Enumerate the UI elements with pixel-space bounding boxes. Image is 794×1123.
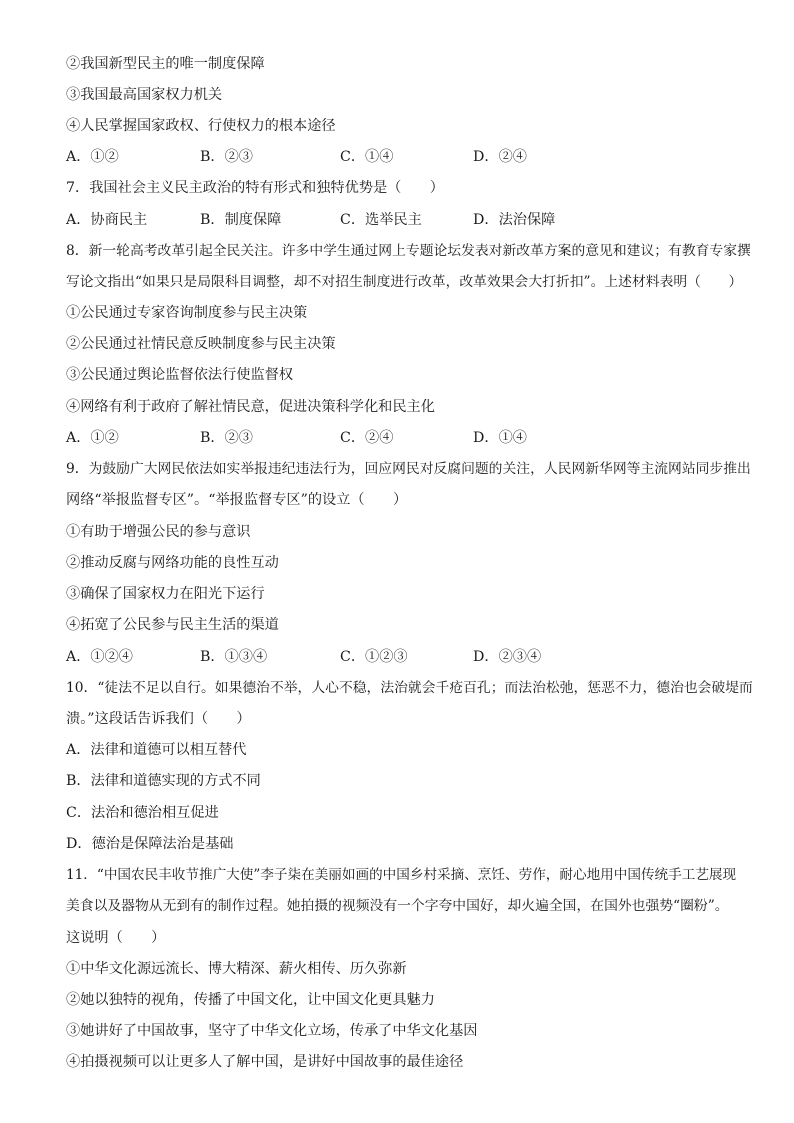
- q10-option-b: B．法律和道德实现的方式不同: [66, 773, 261, 789]
- q8-option-d: D．①④: [473, 430, 527, 446]
- q9-stem-line-1: 9．为鼓励广大网民依法如实举报违纪违法行为，回应网民对反腐问题的关注，人民网新华网等主流网站同步推出: [66, 461, 751, 477]
- q9-option-c: C．①②③: [340, 649, 408, 665]
- q10-option-c: C．法治和德治相互促进: [66, 805, 219, 821]
- q7-option-d: D．法治保障: [473, 212, 556, 228]
- q8-item-2: ②公民通过社情民意反映制度参与民主决策: [66, 336, 336, 352]
- q6-option-d: D．②④: [473, 149, 527, 165]
- q8-option-c: C．②④: [340, 430, 394, 446]
- q8-item-4: ④网络有利于政府了解社情民意，促进决策科学化和民主化: [66, 399, 435, 415]
- q9-stem-line-2: 网络“举报监督专区”。“举报监督专区”的设立（ ）: [66, 492, 408, 508]
- q6-item-2: ②我国新型民主的唯一制度保障: [66, 56, 265, 72]
- q11-item-2: ②她以独特的视角，传播了中国文化，让中国文化更具魅力: [66, 992, 435, 1008]
- q7-option-c: C．选举民主: [340, 212, 422, 228]
- q6-option-c: C．①④: [340, 149, 394, 165]
- q9-option-d: D．②③④: [473, 649, 542, 665]
- q9-item-2: ②推动反腐与网络功能的良性互动: [66, 555, 279, 571]
- q11-item-3: ③她讲好了中国故事，坚守了中华文化立场，传承了中华文化基因: [66, 1023, 478, 1039]
- q6-option-b: B．②③: [200, 149, 253, 165]
- q10-stem-line-2: 溃。”这段话告诉我们（ ）: [66, 711, 251, 727]
- q6-item-4: ④人民掌握国家政权、行使权力的根本途径: [66, 118, 336, 134]
- q10-option-a: A．法律和道德可以相互替代: [66, 742, 247, 758]
- q11-item-1: ①中华文化源远流长、博大精深、薪火相传、历久弥新: [66, 961, 407, 977]
- q8-stem-line-2: 写论文指出“如果只是局限科目调整，却不对招生制度进行改革，改革效果会大打折扣”。上述材料表明（ ）: [66, 274, 743, 290]
- q9-option-b: B．①③④: [200, 649, 268, 665]
- q11-stem-line-3: 这说明（ ）: [66, 930, 166, 946]
- q11-stem-line-1: 11．“中国农民丰收节推广大使”李子柒在美丽如画的中国乡村采摘、烹饪、劳作，耐心地用中国传统手工艺展现: [66, 867, 737, 883]
- q10-stem-line-1: 10．“徒法不足以自行。如果德治不举，人心不稳，法治就会千疮百孔；而法治松弛，惩恶不力，德治也会破堤而: [66, 680, 753, 696]
- q11-stem-line-2: 美食以及器物从无到有的制作过程。她拍摄的视频没有一个字夸中国好，却火遍全国，在国外也强势“圈粉”。: [66, 898, 729, 914]
- q6-option-a: A．①②: [66, 149, 119, 165]
- q6-item-3: ③我国最高国家权力机关: [66, 87, 223, 103]
- q8-stem-line-1: 8．新一轮高考改革引起全民关注。许多中学生通过网上专题论坛发表对新改革方案的意见和建议；有教育专家撰: [66, 243, 751, 259]
- q9-item-4: ④拓宽了公民参与民主生活的渠道: [66, 617, 279, 633]
- q10-option-d: D．德治是保障法治是基础: [66, 836, 234, 852]
- q11-item-4: ④拍摄视频可以让更多人了解中国，是讲好中国故事的最佳途径: [66, 1054, 464, 1070]
- q8-option-a: A．①②: [66, 430, 119, 446]
- q9-item-1: ①有助于增强公民的参与意识: [66, 524, 251, 540]
- q7-stem: 7．我国社会主义民主政治的特有形式和独特优势是（ ）: [66, 180, 444, 196]
- q9-item-3: ③确保了国家权力在阳光下运行: [66, 586, 265, 602]
- q8-item-1: ①公民通过专家咨询制度参与民主决策: [66, 305, 308, 321]
- q9-option-a: A．①②④: [66, 649, 133, 665]
- q8-option-b: B．②③: [200, 430, 253, 446]
- q7-option-a: A．协商民主: [66, 212, 148, 228]
- q8-item-3: ③公民通过舆论监督依法行使监督权: [66, 367, 294, 383]
- q7-option-b: B．制度保障: [200, 212, 282, 228]
